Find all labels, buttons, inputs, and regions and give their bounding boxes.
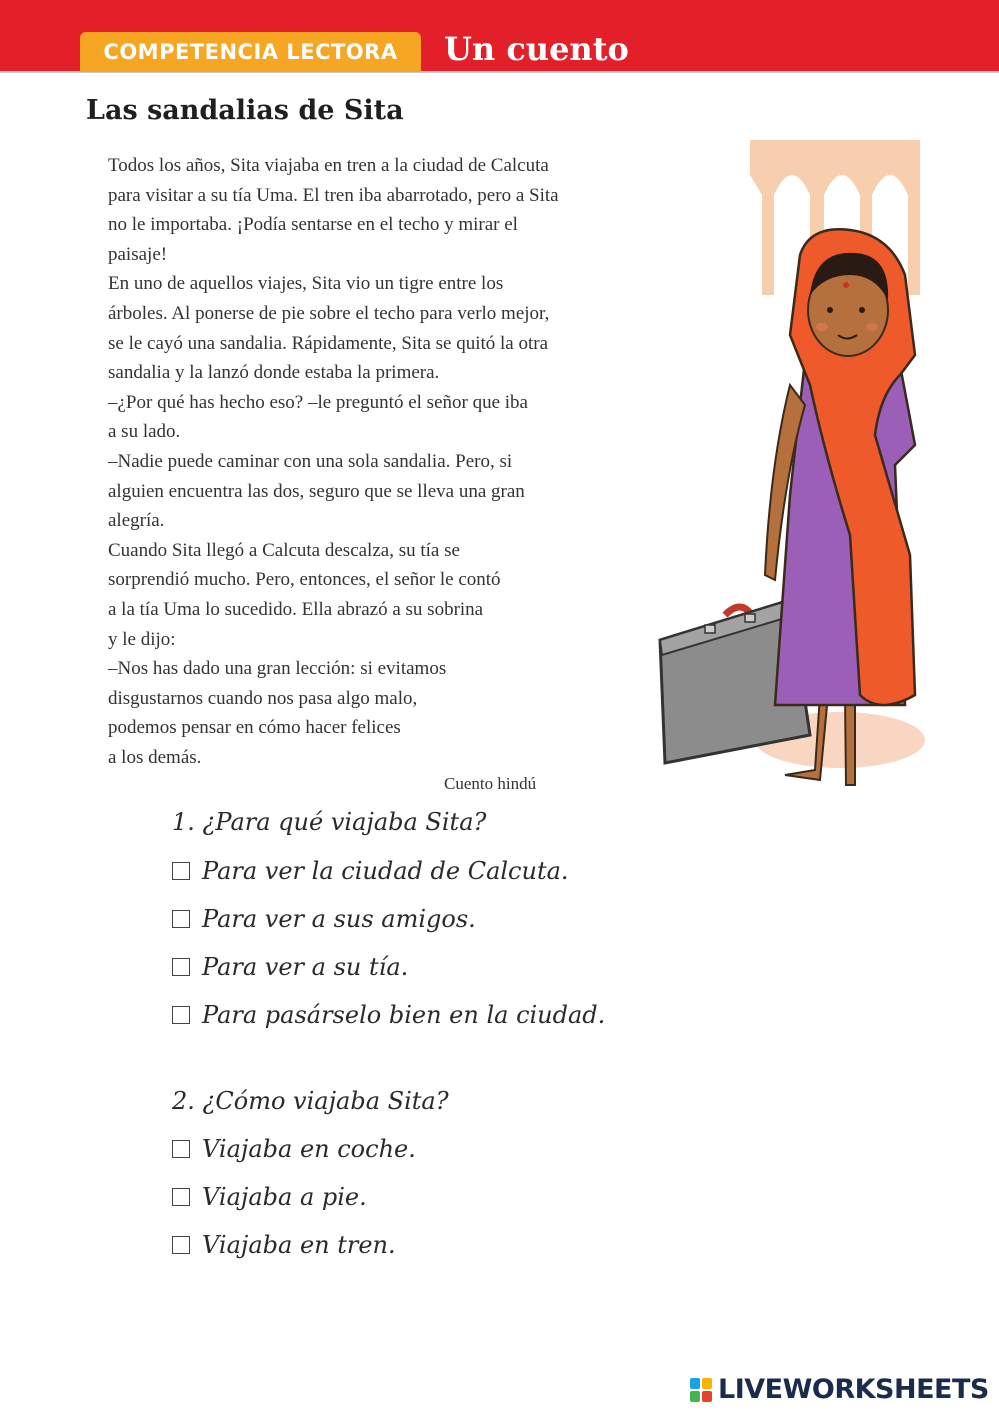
answer-option xyxy=(172,857,569,885)
story-line: a la tía Uma lo sucedido. Ella abrazó a su sobrina xyxy=(108,598,484,620)
answer-checkbox[interactable] xyxy=(172,1188,190,1206)
answer-option xyxy=(172,905,476,933)
answer-label: Viajaba en tren. xyxy=(202,1231,396,1259)
question-2: 2. ¿Cómo viajaba Sita? xyxy=(172,1087,449,1115)
answer-checkbox[interactable] xyxy=(172,862,190,880)
answer-option xyxy=(172,953,408,981)
competencia-lectora-tab: COMPETENCIA LECTORA xyxy=(80,32,421,72)
story-line: y le dijo: xyxy=(108,628,176,650)
story-paragraph xyxy=(86,536,726,654)
story-line: –¿Por qué has hecho eso? –le preguntó el señor que iba xyxy=(108,391,528,413)
answer-label: Para ver a sus amigos. xyxy=(202,905,476,933)
story-title: Las sandalias de Sita xyxy=(86,95,404,126)
answer-checkbox[interactable] xyxy=(172,1140,190,1158)
answer-checkbox[interactable] xyxy=(172,958,190,976)
answer-label: Viajaba en coche. xyxy=(202,1135,416,1163)
story-line: paisaje! xyxy=(108,243,168,265)
section-title: Un cuento xyxy=(444,30,629,68)
answer-checkbox[interactable] xyxy=(172,1236,190,1254)
answer-label: Para ver a su tía. xyxy=(202,953,409,981)
story-paragraph xyxy=(86,151,726,269)
story-line: alguien encuentra las dos, seguro que se lleva una gran xyxy=(108,480,525,502)
answer-option xyxy=(172,1001,605,1029)
answer-label: Para pasárselo bien en la ciudad. xyxy=(202,1001,606,1029)
answer-label: Para ver la ciudad de Calcuta. xyxy=(202,857,569,885)
story-line: sandalia y la lanzó donde estaba la primera. xyxy=(108,362,440,384)
answer-checkbox[interactable] xyxy=(172,1006,190,1024)
answer-label: Viajaba a pie. xyxy=(202,1183,367,1211)
story-paragraph xyxy=(86,654,726,772)
question-1: 1. ¿Para qué viajaba Sita? xyxy=(172,808,487,836)
story-text xyxy=(86,151,726,772)
story-line: disgustarnos cuando nos pasa algo malo, xyxy=(108,687,418,709)
answer-option xyxy=(172,1183,367,1211)
story-paragraph xyxy=(86,269,726,387)
liveworksheets-logo[interactable] xyxy=(690,1374,989,1405)
story-line: sorprendió mucho. Pero, entonces, el señor le contó xyxy=(108,569,501,591)
story-source: Cuento hindú xyxy=(444,774,537,793)
answer-option xyxy=(172,1231,396,1259)
story-line: En uno de aquellos viajes, Sita vio un tigre entre los xyxy=(108,273,504,295)
story-line: no le importaba. ¡Podía sentarse en el techo y mirar el xyxy=(108,214,518,236)
liveworksheets-icon xyxy=(690,1378,712,1402)
answer-checkbox[interactable] xyxy=(172,910,190,928)
story-line: Todos los años, Sita viajaba en tren a la ciudad de Calcuta xyxy=(108,155,549,176)
story-line: a su lado. xyxy=(108,421,181,443)
story-line: –Nos has dado una gran lección: si evitamos xyxy=(108,658,447,680)
story-paragraph xyxy=(86,388,726,447)
story-line: alegría. xyxy=(108,510,165,532)
logo-text: LIVEWORKSHEETS xyxy=(718,1374,989,1405)
story-line: Cuando Sita llegó a Calcuta descalza, su tía se xyxy=(108,539,460,561)
story-line: para visitar a su tía Uma. El tren iba abarrotado, pero a Sita xyxy=(108,184,559,206)
story-line: se le cayó una sandalia. Rápidamente, Sita se quitó la otra xyxy=(108,332,549,354)
story-line: podemos pensar en cómo hacer felices xyxy=(108,717,401,739)
story-paragraph xyxy=(86,447,726,536)
story-line: –Nadie puede caminar con una sola sandalia. Pero, si xyxy=(108,450,513,472)
sita-illustration xyxy=(650,135,930,800)
answer-option xyxy=(172,1135,416,1163)
story-line: árboles. Al ponerse de pie sobre el techo para verlo mejor, xyxy=(108,302,550,324)
story-line: a los demás. xyxy=(108,746,202,768)
